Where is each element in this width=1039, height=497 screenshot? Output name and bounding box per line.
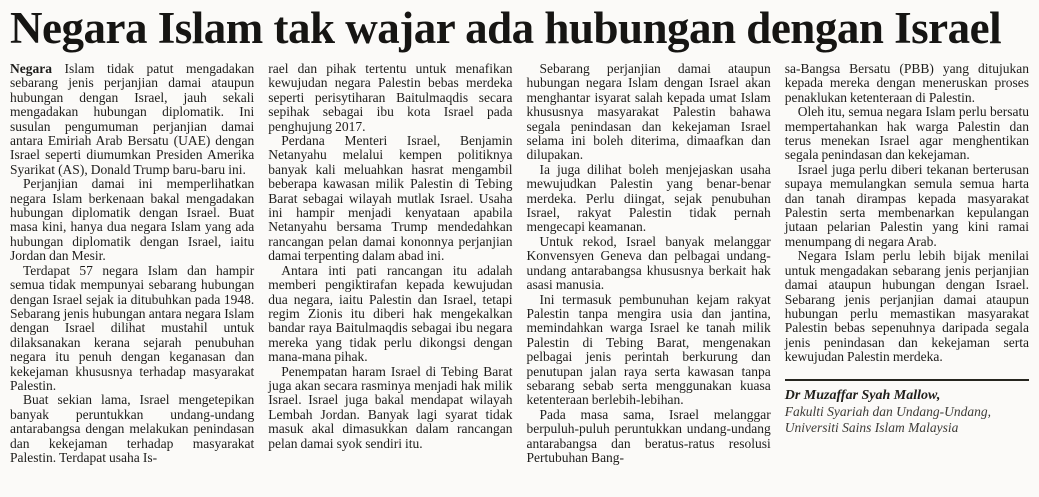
article-column-4 (785, 62, 1029, 465)
article-paragraph: Buat sekian lama, Israel mengetepikan banyak peruntukkan undang-undang antarabangsa dengan melakukan penindasan dan kekejaman terhadap masyarakat Palestin. Terdapat usaha Is- (10, 392, 255, 465)
article-paragraph: Terdapat 57 negara Islam dan hampir semua tidak mempunyai sebarang hubungan dengan Israel sejak ia ditubuhkan pada 1948. Sebarang jenis hubungan antara negara Islam dengan Israel dilihat mustahil untuk dilaksanakan kerana sejarah penubuhan negara itu penuh dengan keganasan dan kekejaman khususnya terhadap masyarakat Palestin. (10, 262, 255, 393)
article-paragraph: Untuk rekod, Israel banyak melanggar Konvensyen Geneva dan pelbagai undang-undang antarabangsa khususnya berkait hak asasi manusia. (526, 233, 771, 293)
article-paragraph: Negara Islam tidak patut mengadakan sebarang jenis perjanjian damai ataupun hubungan dengan Israel, jauh sekali mengadakan hubungan diplomatik. Ini susulan pengumuman perjanjian damai antara Emiriah Arab Bersatu (UAE) dengan Israel seperti diumumkan Presiden Amerika Syarikat (AS), Donald Trump baru-baru ini. (10, 61, 255, 177)
byline-author: Dr Muzaffar Syah Mallow, (784, 387, 941, 403)
article-paragraph: Negara Islam perlu lebih bijak menilai untuk mengadakan sebarang jenis perjanjian damai ataupun hubungan dengan Israel. Sebarang jenis perjanjian damai ataupun hubungan perlu memastikan masyarakat Palestin bebas sepenuhnya daripada segala jenis penindasan dan kekejaman serta kewujudan Palestin merdeka. (784, 248, 1029, 365)
article-column-3 (527, 62, 771, 465)
article-paragraph: Sebarang perjanjian damai ataupun hubungan negara Islam dengan Israel akan menghantar isyarat salah kepada umat Islam khususnya masyarakat Palestin bahawa segala penindasan dan kekejaman Israel selama ini boleh diterima, dimaafkan dan dilupakan. (526, 61, 771, 163)
article-column-2 (268, 62, 512, 465)
article-paragraph: Perdana Menteri Israel, Benjamin Netanyahu melalui kempen politiknya banyak kali meluahkan hasrat mengambil beberapa kawasan milik Palestin di Tebing Barat sebagai wilayah mutlak Israel. Usaha ini hampir menjadi kenyataan apabila Netanyahu bersama Trump mendedahkan rancangan pelan damai kononnya perjanjian damai terpenting dalam abad ini. (268, 133, 513, 264)
headline: Negara Islam tak wajar ada hubungan dengan Israel (10, 3, 1002, 53)
byline-rule (785, 379, 1029, 381)
article-paragraph: Penempatan haram Israel di Tebing Barat juga akan secara rasminya menjadi hak milik Israel. Israel juga bakal mendapat wilayah Lembah Jordan. Banyak lagi syarat tidak masuk akal dimasukkan dalam rancangan pelan damai syok sendiri itu. (268, 363, 513, 451)
article-paragraph: Perjanjian damai ini memperlihatkan negara Islam berkenaan bakal mengadakan hubungan diplomatik dengan Israel. Buat masa kini, hanya dua negara Islam yang ada hubungan diplomatik dengan Israel, iaitu Jordan dan Mesir. (10, 176, 255, 264)
article-paragraph: rael dan pihak tertentu untuk menafikan kewujudan negara Palestin bebas merdeka seperti perisytiharan Baitulmaqdis secara sepihak sebagai ibu kota Israel pada penghujung 2017. (268, 61, 513, 134)
article-paragraph: Ia juga dilihat boleh menjejaskan usaha mewujudkan Palestin yang benar-benar merdeka. Perlu diingat, sejak penubuhan Israel, rakyat Palestin tidak pernah mengecapi keamanan. (526, 161, 771, 235)
byline-block (785, 379, 1029, 437)
article-paragraph: Pada masa sama, Israel melanggar berpuluh-puluh peruntukkan undang-undang antarabangsa dan beratus-ratus resolusi Pertubuhan Bang- (526, 406, 771, 465)
article-paragraph: Israel juga perlu diberi tekanan berterusan supaya memulangkan semula semua harta dan tanah dirampas kepada masyarakat Palestin serta membenarkan kepulangan jutaan pelarian Palestin yang kini ramai menumpang di negara Arab. (784, 161, 1029, 249)
byline-affiliation-university: Universiti Sains Islam Malaysia (784, 420, 959, 436)
article-paragraph: Antara inti pati rancangan itu adalah memberi pengiktirafan kepada kewujudan dua negara, iaitu Palestin dan Israel, tetapi regim Zionis itu diberi hak mengekalkan bandar raya Baitulmaqdis sebagai ibu negara mereka yang tidak perlu dikongsi dengan mana-mana pihak. (268, 262, 513, 365)
article-column-1 (10, 62, 254, 465)
article-body-columns (10, 62, 1029, 465)
byline-affiliation-faculty: Fakulti Syariah dan Undang-Undang, (784, 403, 991, 419)
article-paragraph: sa-Bangsa Bersatu (PBB) yang ditujukan kepada mereka dengan meneruskan proses penaklukan ketenteraan di Palestin. (784, 61, 1029, 105)
lead-word: Negara (10, 61, 52, 76)
article-paragraph: Ini termasuk pembunuhan kejam rakyat Palestin tanpa mengira usia dan jantina, memindahkan warga Israel ke tanah milik Palestin di Tebing Barat, mengenakan pelbagai jenis perintah berkurung dan penutupan jalan raya serta kawasan tanpa sebarang sebab serta menggunakan kuasa ketenteraan berlebih-lebihan. (526, 291, 771, 408)
article-paragraph: Oleh itu, semua negara Islam perlu bersatu mempertahankan hak warga Palestin dan terus menekan Israel agar menghentikan segala penindasan dan kekejaman. (784, 104, 1029, 163)
